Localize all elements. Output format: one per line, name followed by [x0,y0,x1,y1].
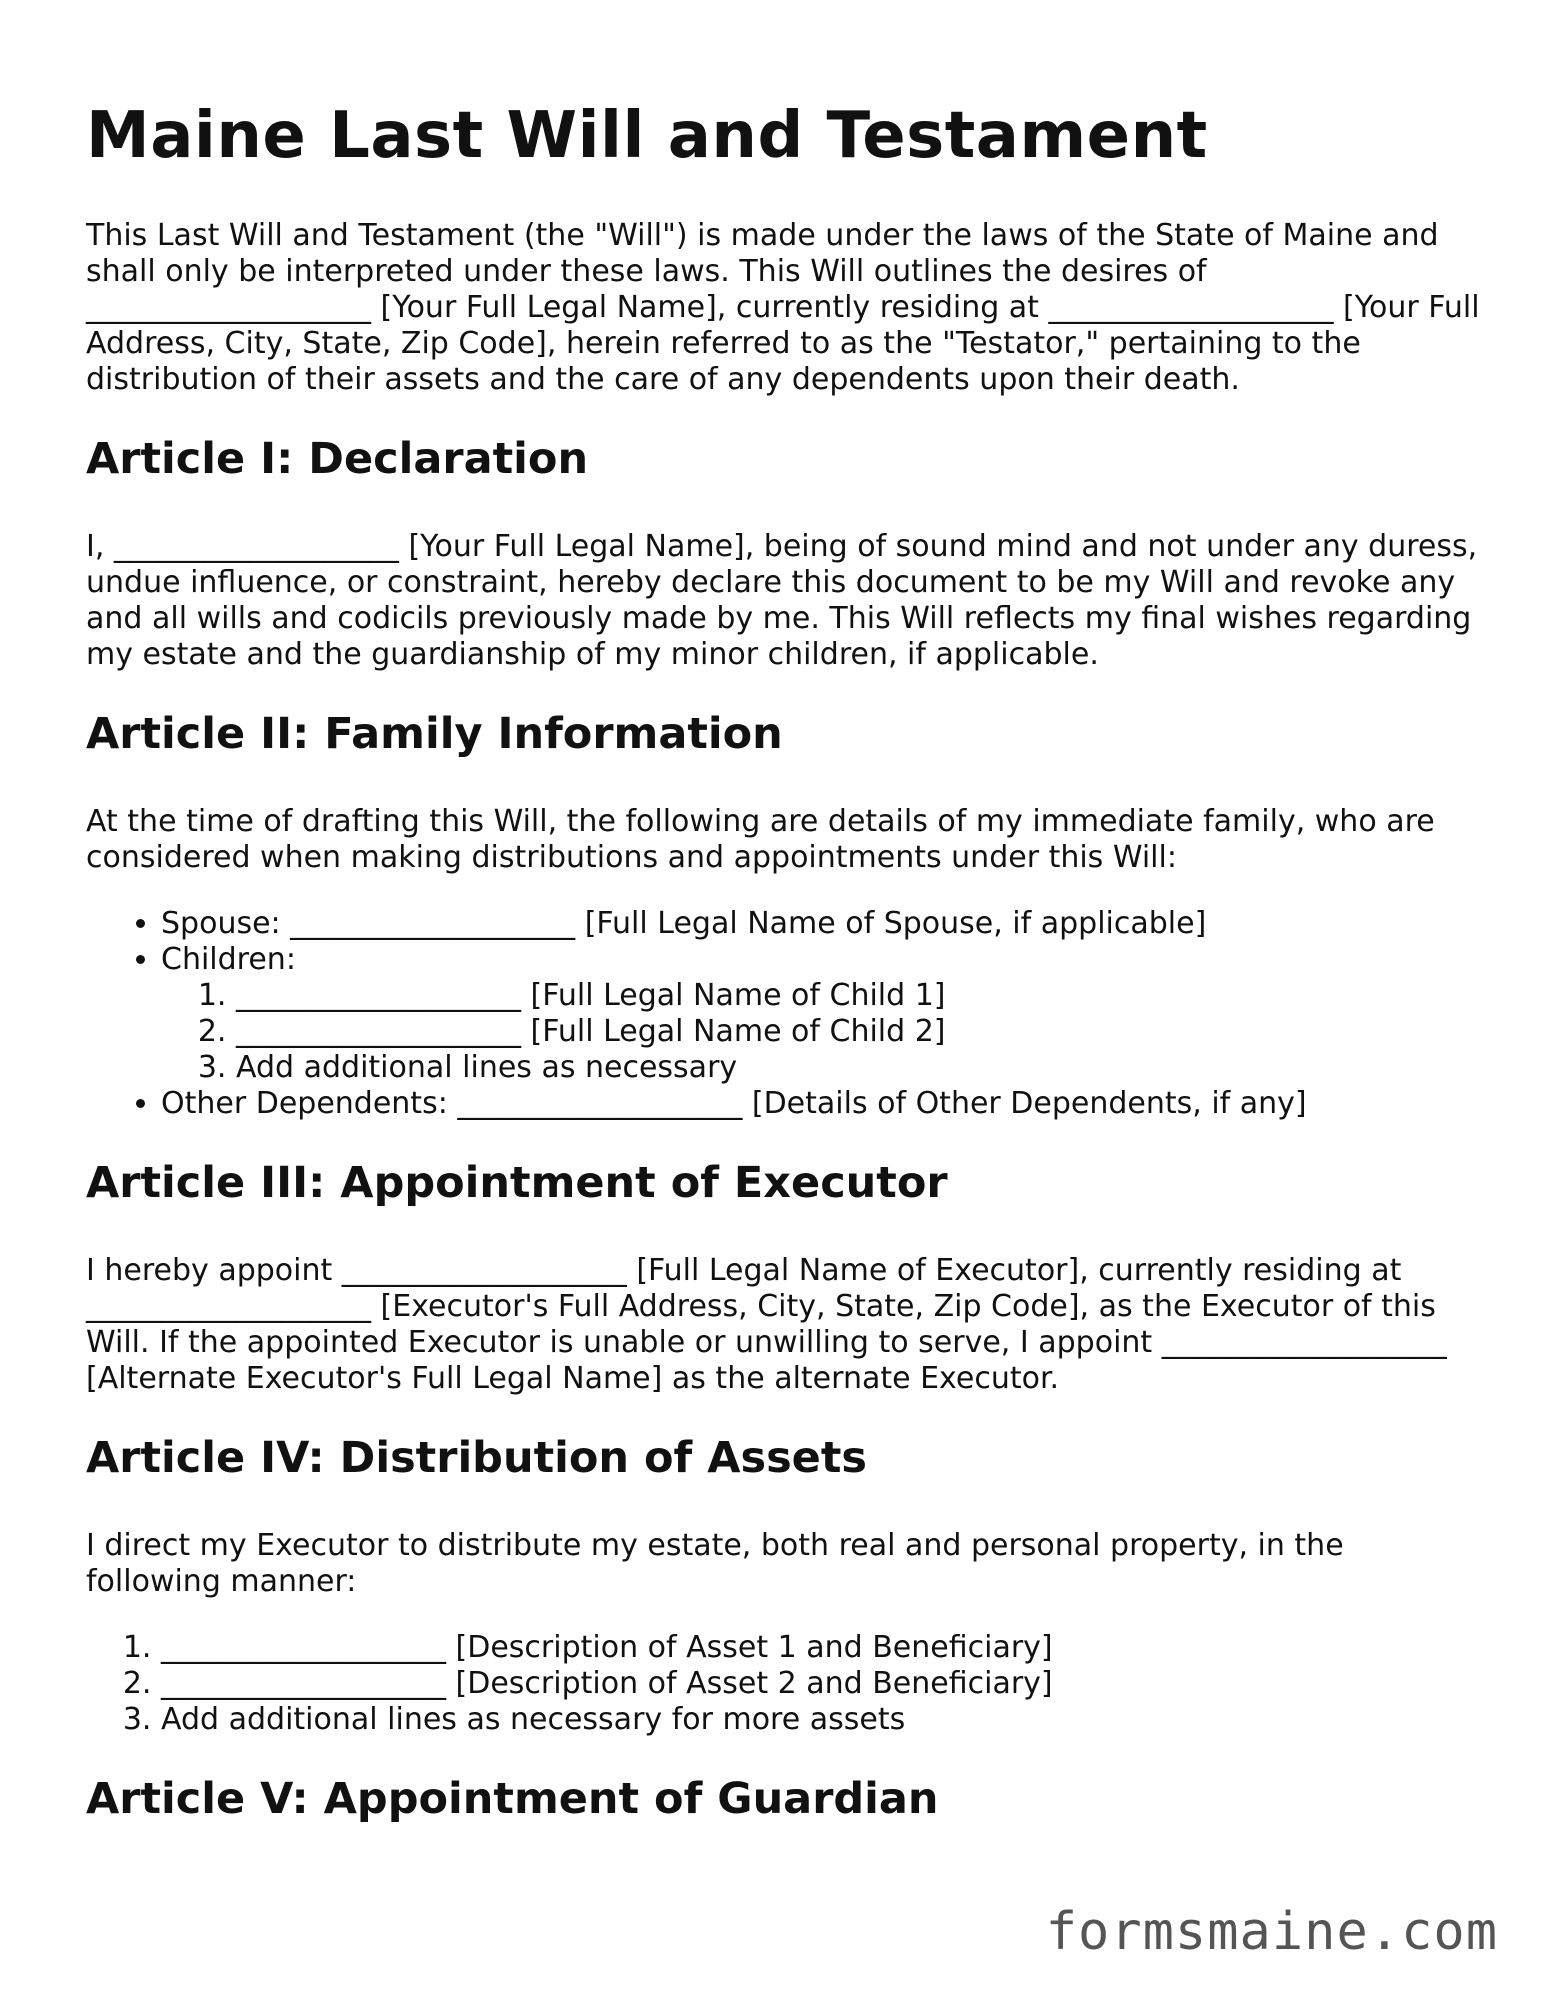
document-page [86,99,1486,1869]
child-item: 1. ___________________ [Full Legal Name of Child 1] [236,978,1486,1014]
child-item: 3. Add additional lines as necessary [236,1050,1486,1086]
article-3-text: I hereby appoint ___________________ [Full Legal Name of Executor], currently residing at ___________________ [Executor's Full Address, City, State, Zip Code], as the Executor of this Will. If the appointed Executor is unable or unwilling to serve, I appoint ___________________ [Alternate Executor's Full Legal Name] as the alternate Executor. [86,1253,1447,1396]
assets-list [86,1630,1486,1738]
article-1-text: I, ___________________ [Your Full Legal Name], being of sound mind and not under any duress, undue influence, or constraint, hereby declare this document to be my Will and revoke any and all wills and codicils previously made by me. This Will reflects my final wishes regarding my estate and the guardianship of my minor children, if applicable. [86,529,1478,672]
article-4-text: I direct my Executor to distribute my estate, both real and personal property, in the following manner: [86,1528,1344,1599]
document-title: Maine Last Will and Testament [86,99,1208,173]
asset-item: 1. ___________________ [Description of Asset 1 and Beneficiary] [161,1630,1486,1666]
watermark-text: formsmaine.com [1045,1902,1498,1962]
family-list [86,906,1486,1122]
article-1-heading: Article I: Declaration [86,434,589,484]
spouse-item: • Spouse: ___________________ [Full Legal Name of Spouse, if applicable] [161,906,1486,942]
child-item: 2. ___________________ [Full Legal Name of Child 2] [236,1014,1486,1050]
children-item [161,942,1486,1086]
article-2-heading: Article II: Family Information [86,709,783,759]
children-label: Children: [161,942,296,977]
article-2-text: At the time of drafting this Will, the following are details of my immediate family, who are considered when making distributions and appointments under this Will: [86,804,1435,875]
article-5-heading: Article V: Appointment of Guardian [86,1774,939,1824]
children-list [161,978,1486,1086]
asset-item: 3. Add additional lines as necessary for more assets [161,1702,1486,1738]
article-3-heading: Article III: Appointment of Executor [86,1158,948,1208]
asset-item: 2. ___________________ [Description of Asset 2 and Beneficiary] [161,1666,1486,1702]
intro-paragraph: This Last Will and Testament (the "Will") is made under the laws of the State of Maine and shall only be interpreted under these laws. This Will outlines the desires of ___________________ [Your Full Legal Name], currently residing at ___________________ [Your Full Address, City, State, Zip Code], herein referred to as the "Testator," pertaining to the distribution of their assets and the care of any dependents upon their death. [86,218,1480,397]
other-dependents-item: • Other Dependents: ___________________ [Details of Other Dependents, if any] [161,1086,1486,1122]
article-4-heading: Article IV: Distribution of Assets [86,1433,867,1483]
